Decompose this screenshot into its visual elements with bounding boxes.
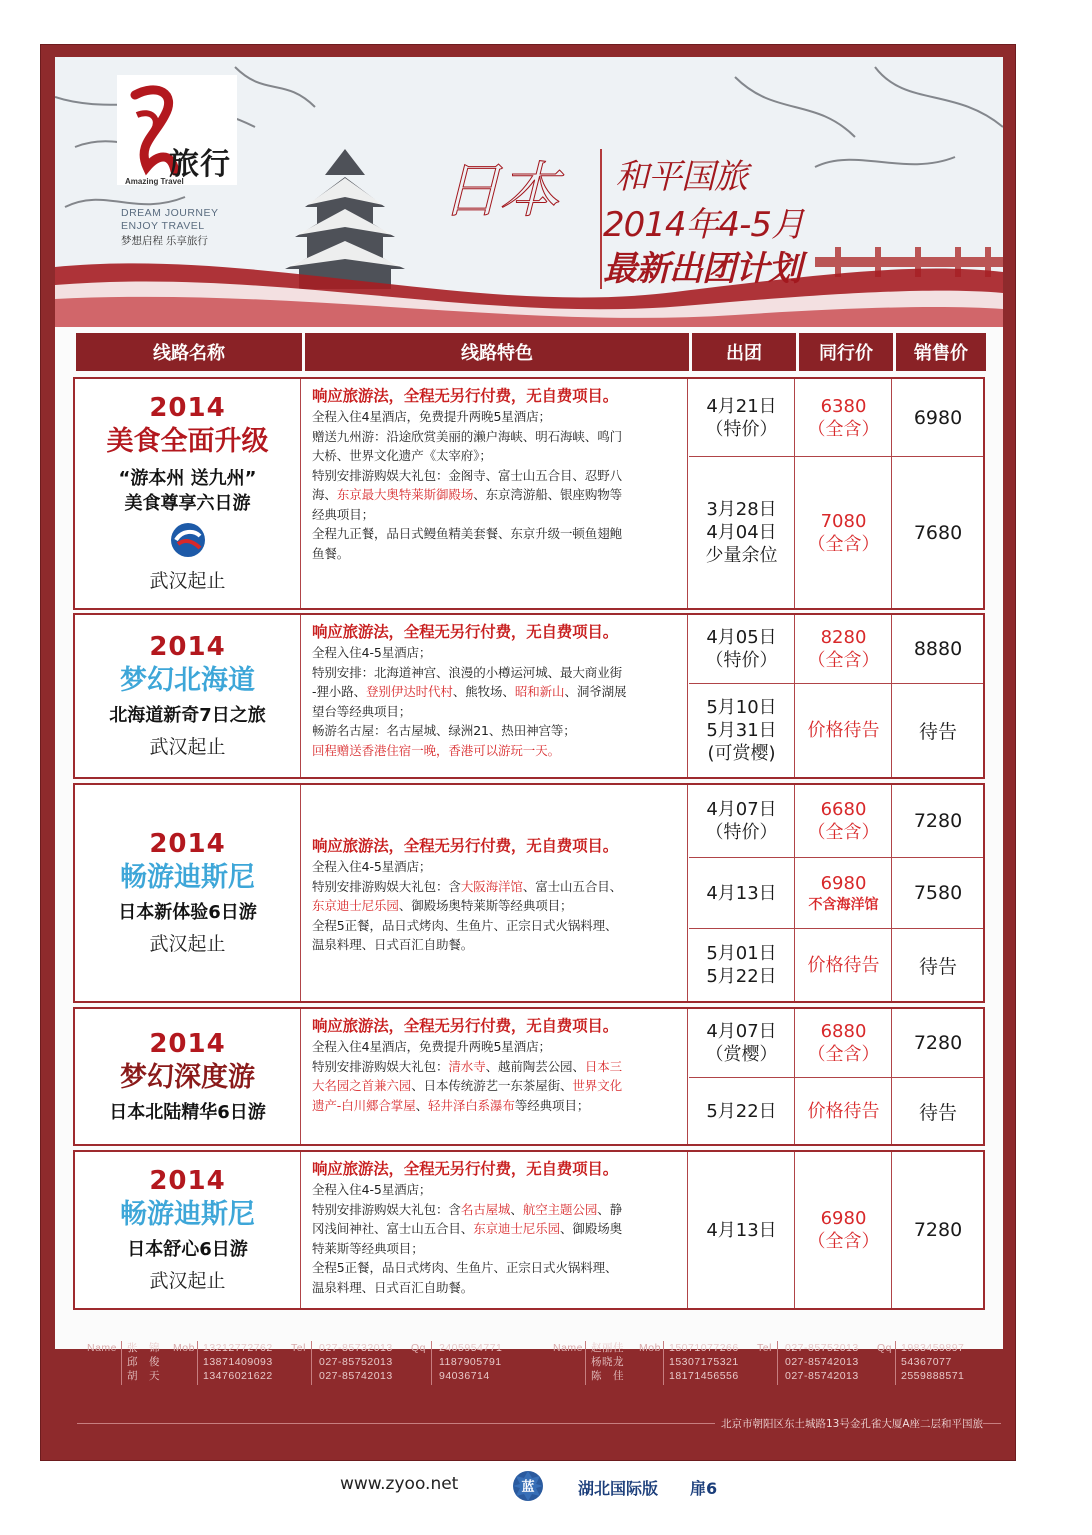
contact-tel: 027-85742013 <box>785 1370 859 1382</box>
footer-edition: 湖北国际版 <box>578 1479 659 1498</box>
title-country: 日本 <box>441 156 557 226</box>
peer-price-note: （全含） <box>807 418 880 440</box>
title-divider <box>600 149 602 289</box>
sale-price-cell <box>893 785 983 857</box>
route-features-cell <box>302 379 688 608</box>
route-tagline: “游本州 送九州” <box>118 467 257 489</box>
peer-price: 7080 <box>820 510 867 532</box>
route-name: 美食全面升级 <box>106 425 269 457</box>
peer-price-cell <box>796 929 892 1001</box>
contact-mob: 15071077266 <box>669 1342 739 1354</box>
logo-english: Amazing Travel <box>125 177 184 186</box>
departure-cell <box>689 379 795 456</box>
sale-price: 6980 <box>913 406 963 429</box>
route-city: 武汉起止 <box>149 932 226 955</box>
contact-tel: 027-85752013 <box>319 1356 393 1368</box>
peer-price: 6380 <box>820 395 867 417</box>
label-name: Name <box>553 1342 584 1354</box>
route-features-cell <box>302 785 688 1001</box>
feature-highlight: 东京迪士尼乐园 <box>473 1221 561 1236</box>
route-name-cell <box>75 379 301 608</box>
departure-cell <box>689 615 795 683</box>
logo-slogan-cn: 梦想启程 乐享旅行 <box>121 235 208 247</box>
sale-price-cell <box>893 929 983 1001</box>
departure-date: 4月05日 <box>706 627 777 648</box>
departure-cell <box>689 1078 795 1144</box>
departure-cell <box>689 858 795 928</box>
feature-highlight: 回程赠送香港住宿一晚，香港可以游玩一天。 <box>312 742 561 758</box>
departure-date: 5月31日 <box>706 720 777 741</box>
feature-highlight: 航空主题公园 <box>522 1201 598 1217</box>
peer-price-cell <box>796 457 892 608</box>
header-sale-price: 销售价 <box>896 333 986 371</box>
feature-highlight: 大名园之首兼六园 <box>312 1078 412 1093</box>
route-year: 2014 <box>149 1029 226 1059</box>
departure-note: （特价） <box>705 650 778 671</box>
feature-list <box>312 1037 681 1115</box>
peer-price-cell <box>796 858 892 928</box>
peer-price-cell <box>796 1152 892 1308</box>
feature-line: 全程入住4星酒店，免费提升两晚5星酒店； <box>312 409 551 424</box>
contact-divider <box>431 1341 432 1385</box>
feature-text: 、御殿场奥 <box>560 1221 623 1236</box>
contact-divider <box>121 1341 122 1385</box>
hero-banner <box>55 57 1003 327</box>
feature-line <box>312 1057 681 1077</box>
departure-date: 4月21日 <box>706 395 777 417</box>
feature-line: 全程5正餐，品日式烤肉、生鱼片、正宗日式火锅料理、 <box>312 917 618 933</box>
departure-date: 4月13日 <box>706 1219 777 1241</box>
route-city: 武汉起止 <box>149 569 226 592</box>
peer-price: 6980 <box>820 1208 867 1229</box>
feature-line: 全程入住4星酒店，免费提升两晚5星酒店； <box>312 1039 551 1054</box>
label-name: Name <box>87 1342 118 1354</box>
departure-cell <box>689 1009 795 1077</box>
contact-qq: 2405954771 <box>439 1342 503 1354</box>
route-name-cell <box>75 1009 301 1144</box>
departure-cell <box>689 929 795 1001</box>
feature-text: 特别安排游购娱大礼包：含 <box>312 878 461 894</box>
feature-head: 响应旅游法，全程无另行付费，无自费项目。 <box>312 387 619 405</box>
header-route-features: 线路特色 <box>305 333 689 371</box>
contact-name: 赵丽佳 <box>591 1342 624 1354</box>
contact-mob: 13871409093 <box>203 1356 273 1368</box>
route-card-3 <box>73 783 985 1003</box>
route-card-4 <box>73 1007 985 1146</box>
departure-date: 4月07日 <box>706 799 777 820</box>
peer-price-cell <box>796 615 892 683</box>
poster-inner <box>55 57 1003 1349</box>
feature-line: 特别安排游购娱大礼包：金阁寺、富士山五合目、忍野八 <box>312 467 623 483</box>
peer-price-note: （全含） <box>807 822 880 843</box>
departure-note: （特价） <box>705 418 778 440</box>
route-features-cell <box>302 1152 688 1308</box>
peer-price-cell <box>796 379 892 456</box>
feature-text: 、洞爷湖展 <box>564 684 627 699</box>
feature-line <box>312 877 681 897</box>
feature-highlight: 昭和新山 <box>514 684 565 699</box>
route-features-cell <box>302 615 688 777</box>
contact-name: 张 锦 <box>127 1342 160 1354</box>
page-footer <box>0 1468 1092 1508</box>
contact-tel: 027-85752013 <box>785 1342 859 1354</box>
route-year: 2014 <box>149 828 226 859</box>
contact-divider <box>663 1341 664 1385</box>
route-features-cell <box>302 1009 688 1144</box>
departure-date: 5月10日 <box>706 697 777 718</box>
route-name: 畅游迪斯尼 <box>120 861 255 893</box>
feature-line: 鱼餐。 <box>312 545 350 561</box>
header-route-name: 线路名称 <box>76 333 302 371</box>
contact-divider <box>777 1341 778 1385</box>
contact-tel: 027-85742013 <box>785 1356 859 1368</box>
badge-text: 蓝 <box>521 1480 535 1495</box>
contact-tel: 027-85732013 <box>319 1342 393 1354</box>
company-address: 北京市朝阳区东土城路13号金孔雀大厦A座二层和平国旅 <box>715 1416 983 1431</box>
sale-price: 7280 <box>913 810 963 832</box>
feature-text: 、 <box>510 1201 523 1217</box>
feature-highlight: 东京最大奥特莱斯御殿场 <box>336 487 474 502</box>
label-qq: Qq <box>877 1342 893 1354</box>
feature-line: 全程5正餐，品日式烤肉、生鱼片、正宗日式火锅料理、 <box>312 1260 618 1275</box>
header-peer-price: 同行价 <box>799 333 893 371</box>
feature-list <box>312 643 681 760</box>
sale-price: 8880 <box>913 638 963 660</box>
contact-divider <box>197 1341 198 1385</box>
sale-price: 7680 <box>913 521 963 544</box>
departure-note: 少量余位 <box>705 545 778 566</box>
feature-text: 、 <box>415 1097 429 1113</box>
route-city: 武汉起止 <box>149 1269 226 1292</box>
route-name: 梦幻深度游 <box>120 1062 255 1093</box>
route-year: 2014 <box>149 631 226 662</box>
label-mob: Mob <box>639 1342 661 1354</box>
departure-date: 4月04日 <box>706 522 777 543</box>
feature-text: -狸小路、 <box>312 684 367 699</box>
sale-price-cell <box>893 379 983 456</box>
route-name-cell <box>75 1152 301 1308</box>
route-tagline: 日本北陆精华6日游 <box>109 1102 266 1123</box>
peer-price: 价格待告 <box>807 1100 880 1122</box>
departure-date: 5月01日 <box>706 943 777 964</box>
peer-price-cell <box>796 1009 892 1077</box>
feature-highlight: 清水寺 <box>448 1058 486 1074</box>
feature-line: 温泉料理、日式百汇自助餐。 <box>312 937 474 952</box>
sale-price: 7280 <box>913 1219 963 1241</box>
feature-head: 响应旅游法，全程无另行付费，无自费项目。 <box>312 1160 619 1178</box>
feature-line: 畅游名古屋：名古屋城、绿洲21、热田神宫等； <box>312 723 576 738</box>
contact-mob: 13476021622 <box>203 1370 273 1382</box>
contact-name: 陈 佳 <box>591 1370 624 1382</box>
logo-slogan-en-1: DREAM JOURNEY <box>121 207 219 219</box>
logo-chinese: 旅行 <box>169 147 231 182</box>
sale-price-cell <box>893 858 983 928</box>
peer-price-note: 不含海洋馆 <box>808 896 879 913</box>
feature-line: 特别安排：北海道神宫、浪漫的小樽运河城、最大商业街 <box>312 664 623 680</box>
feature-line <box>312 682 681 702</box>
feature-text: 、日本传统游艺一东茶屋街、 <box>411 1078 573 1093</box>
feature-text: 等经典项目； <box>514 1097 590 1113</box>
feature-list <box>312 407 681 563</box>
route-card-1 <box>73 377 985 610</box>
feature-highlight: 轻井泽白系瀑布 <box>428 1097 515 1113</box>
feature-line: 赠送九州游：沿途欣赏美丽的濑户海峡、明石海峡、鸣门 <box>312 428 623 444</box>
route-year: 2014 <box>149 1165 226 1196</box>
sale-price-cell <box>893 457 983 608</box>
title-plan: 最新出团计划 <box>603 249 801 289</box>
feature-highlight: 世界文化 <box>572 1078 623 1093</box>
contact-divider <box>311 1341 312 1385</box>
feature-head: 响应旅游法，全程无另行付费，无自费项目。 <box>312 1017 619 1035</box>
label-mob: Mob <box>173 1342 195 1354</box>
feature-text: 、熊牧场、 <box>452 684 515 699</box>
peer-price: 6880 <box>820 1021 867 1042</box>
badge-icon <box>512 1470 544 1502</box>
departure-cell <box>689 684 795 777</box>
route-name: 畅游迪斯尼 <box>120 1198 255 1230</box>
departure-cell <box>689 785 795 857</box>
feature-text: 、越前陶芸公园、 <box>485 1058 585 1074</box>
departure-date: 5月22日 <box>706 1100 777 1122</box>
contact-mob: 18171456556 <box>669 1370 739 1382</box>
departure-cell <box>689 1152 795 1308</box>
header-departure: 出团 <box>692 333 796 371</box>
feature-highlight: 东京迪士尼乐园 <box>312 898 399 913</box>
peer-price-cell <box>796 785 892 857</box>
peer-price-note: （全含） <box>807 533 880 555</box>
departure-cell <box>689 457 795 608</box>
contact-tel: 027-85742013 <box>319 1370 393 1382</box>
feature-line: 经典项目； <box>312 506 375 522</box>
feature-line: 全程入住4-5星酒店； <box>312 859 432 874</box>
sale-price-cell <box>893 1078 983 1144</box>
sale-price: 待告 <box>918 955 957 978</box>
peer-price: 6680 <box>820 799 867 820</box>
feature-line <box>312 896 681 916</box>
sale-price-cell <box>893 615 983 683</box>
peer-price: 8280 <box>820 627 867 648</box>
feature-text: 、静 <box>597 1201 623 1217</box>
feature-line: 全程入住4-5星酒店； <box>312 645 432 660</box>
feature-list <box>312 1180 681 1297</box>
brand-logo <box>117 75 237 260</box>
route-card-5 <box>73 1150 985 1310</box>
logo-slogan-en-2: ENJOY TRAVEL <box>121 220 205 232</box>
feature-highlight: 日本三 <box>584 1058 623 1074</box>
peer-price-cell <box>796 684 892 777</box>
departure-date: 3月28日 <box>706 499 777 520</box>
contact-name: 杨晓龙 <box>591 1356 624 1368</box>
route-name-cell <box>75 785 301 1001</box>
feature-head: 响应旅游法，全程无另行付费，无自费项目。 <box>312 837 619 855</box>
footer-page-number: 扉6 <box>690 1479 718 1498</box>
route-year: 2014 <box>149 392 226 423</box>
departure-note: （赏樱） <box>705 1044 778 1065</box>
feature-text: 、东京湾游船、银座购物等 <box>473 487 623 502</box>
feature-line <box>312 485 681 505</box>
contact-qq: 94036714 <box>439 1370 490 1382</box>
departure-date: 4月07日 <box>706 1021 777 1042</box>
departure-note: （特价） <box>705 822 778 843</box>
poster-frame <box>40 44 1016 1461</box>
sale-price-cell <box>893 684 983 777</box>
feature-line: 望台等经典项目； <box>312 703 412 719</box>
feature-line: 全程九正餐，品日式鳗鱼精美套餐、东京升级一顿鱼翅鲍 <box>312 526 623 541</box>
feature-text: 冈浅间神社、富士山五合目、 <box>312 1221 474 1236</box>
contact-divider <box>585 1341 586 1385</box>
feature-line: 特莱斯等经典项目； <box>312 1240 424 1256</box>
feature-highlight: 名古屋城 <box>460 1201 511 1217</box>
feature-text: 海、 <box>312 487 337 502</box>
footer-url[interactable]: www.zyoo.net <box>340 1474 459 1494</box>
feature-text: 特别安排游购娱大礼包：含 <box>312 1201 461 1217</box>
feature-highlight: 登别伊达时代村 <box>366 684 453 699</box>
contact-qq: 1187905791 <box>439 1356 502 1368</box>
peer-price: 价格待告 <box>807 720 880 741</box>
feature-line: 温泉料理、日式百汇自助餐。 <box>312 1279 474 1295</box>
feature-text: 特别安排游购娱大礼包： <box>312 1058 449 1074</box>
table-header <box>73 333 989 371</box>
feature-line <box>312 1076 681 1096</box>
feature-line <box>312 1200 681 1220</box>
sale-price: 7280 <box>913 1032 963 1054</box>
contact-mob: 15307175321 <box>669 1356 739 1368</box>
sale-price-cell <box>893 1152 983 1308</box>
departure-date: 4月13日 <box>706 882 777 904</box>
label-qq: Qq <box>411 1342 427 1354</box>
feature-line <box>312 741 681 761</box>
feature-head: 响应旅游法，全程无另行付费，无自费项目。 <box>312 623 619 641</box>
title-agency: 和平国旅 <box>615 157 747 197</box>
peer-price-note: （全含） <box>807 1044 880 1065</box>
feature-line: 全程入住4-5星酒店； <box>312 1182 432 1197</box>
label-tel: Tel <box>757 1342 772 1354</box>
contact-qq: 2559888571 <box>901 1370 965 1382</box>
contact-name: 邱 俊 <box>127 1356 160 1368</box>
peer-price: 6980 <box>820 872 867 894</box>
feature-highlight: 大阪海洋馆 <box>460 878 523 894</box>
feature-line <box>312 1219 681 1239</box>
airline-logo-icon <box>170 522 206 558</box>
contact-name: 胡 天 <box>127 1370 160 1382</box>
route-name-cell <box>75 615 301 777</box>
departure-note: (可赏樱) <box>707 743 776 764</box>
sale-price: 待告 <box>918 1101 957 1124</box>
sale-price-cell <box>893 1009 983 1077</box>
contact-qq: 54367077 <box>901 1356 952 1368</box>
feature-line: 大桥、世界文化遗产《太宰府》； <box>312 448 492 463</box>
label-tel: Tel <box>291 1342 306 1354</box>
route-tagline: 北海道新奇7日之旅 <box>109 704 266 726</box>
route-city: 武汉起止 <box>149 735 226 758</box>
sale-price: 待告 <box>918 721 957 743</box>
contact-qq: 1983459897 <box>901 1342 965 1354</box>
departure-date: 5月22日 <box>706 966 777 987</box>
peer-price: 价格待告 <box>807 954 880 976</box>
contact-mob: 13212772762 <box>203 1342 273 1354</box>
peer-price-cell <box>796 1078 892 1144</box>
feature-list <box>312 857 681 955</box>
feature-text: 、御殿场奥特莱斯等经典项目； <box>398 898 573 913</box>
contact-divider <box>895 1341 896 1385</box>
title-period: 2014年4-5月 <box>603 205 805 245</box>
peer-price-note: （全含） <box>807 1231 880 1252</box>
sale-price: 7580 <box>913 882 963 904</box>
route-tagline-2: 美食尊享六日游 <box>124 492 251 514</box>
feature-text: 、富士山五合目、 <box>522 878 623 894</box>
route-tagline: 日本舒心6日游 <box>127 1238 248 1260</box>
route-tagline: 日本新体验6日游 <box>118 901 257 923</box>
feature-highlight: 遗产-白川郷合掌屋 <box>312 1097 416 1113</box>
feature-line <box>312 1096 681 1116</box>
route-name: 梦幻北海道 <box>120 664 255 696</box>
contact-band <box>41 1337 1017 1462</box>
peer-price-note: （全含） <box>807 650 880 671</box>
route-card-2 <box>73 613 985 779</box>
